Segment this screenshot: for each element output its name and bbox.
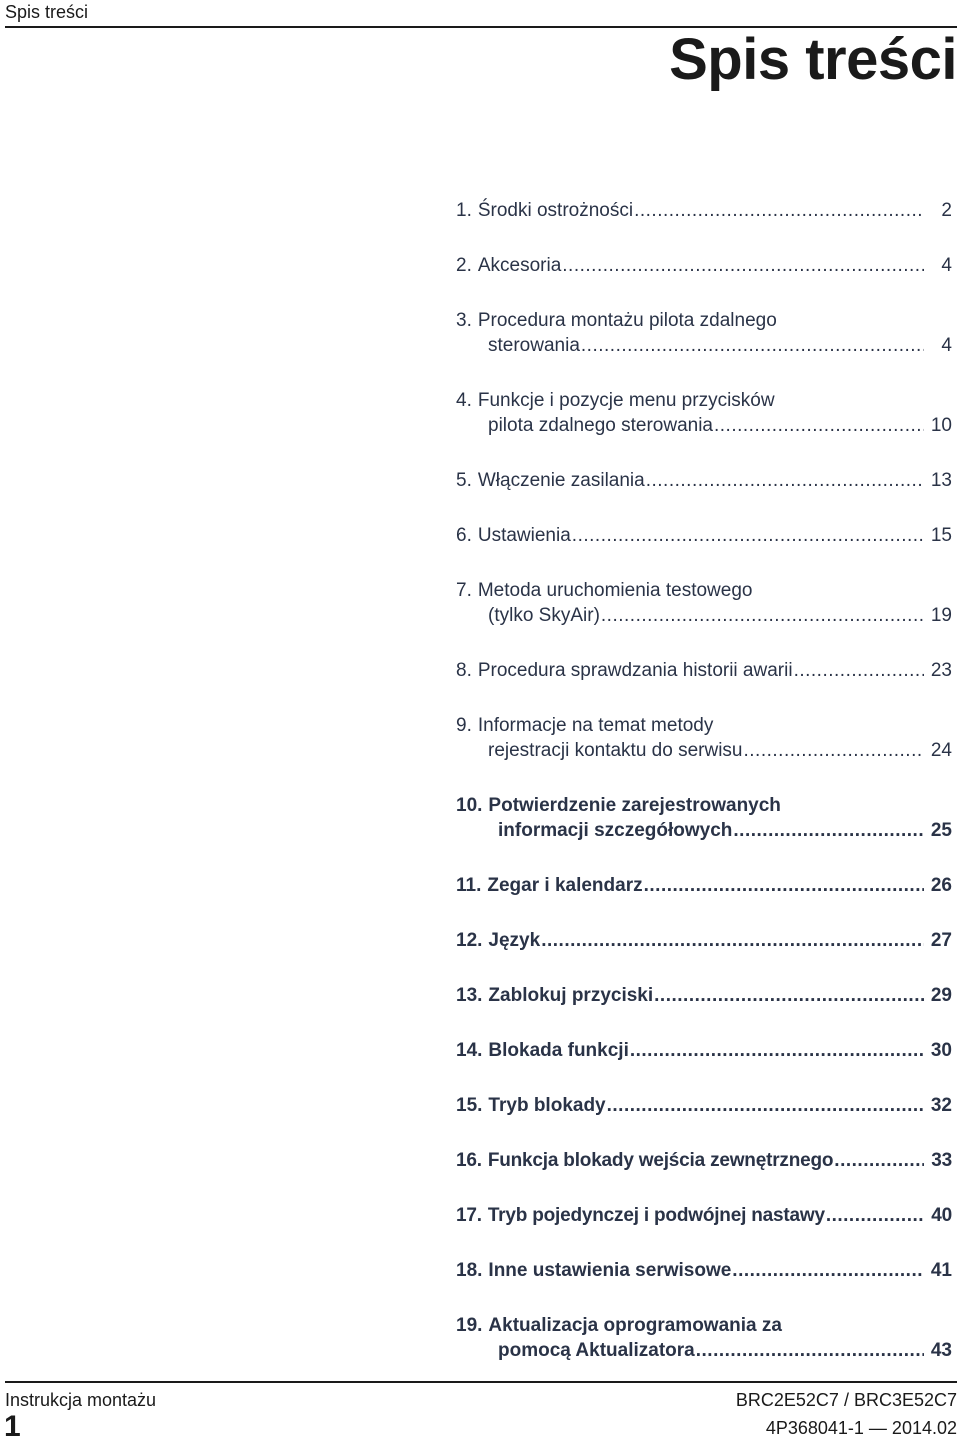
toc-entry-number: 3. [456, 310, 472, 331]
toc-entry-title: Procedura sprawdzania historii awarii [477, 660, 793, 681]
toc-entry-title-continued: rejestracji kontaktu do serwisu [488, 740, 743, 761]
dot-leader [572, 523, 924, 548]
toc-page-number: 23 [930, 660, 952, 681]
page-title: Spis treści [669, 27, 957, 92]
toc-page-number: 10 [930, 415, 952, 436]
toc-entry-title-continued: (tylko SkyAir) [488, 605, 600, 626]
toc-page-number: 13 [930, 470, 952, 491]
toc-entry-number: 5. [456, 470, 472, 491]
toc-entry-number: 14. [456, 1040, 483, 1061]
toc-entry[interactable] [456, 388, 952, 438]
toc-entry[interactable] [456, 793, 952, 843]
dot-leader [562, 253, 924, 278]
toc-page-number: 43 [930, 1340, 952, 1361]
dot-leader [733, 818, 924, 843]
toc-entry-title-continued: pomocą Aktualizatora [498, 1340, 695, 1361]
toc-entry[interactable] [456, 198, 952, 223]
toc-entry-number: 8. [456, 660, 472, 681]
toc-entry[interactable] [456, 523, 952, 548]
toc-entry[interactable] [456, 1203, 952, 1228]
toc-entry[interactable] [456, 308, 952, 358]
toc-entry-title: Zegar i kalendarz [487, 875, 643, 896]
toc-entry[interactable] [456, 928, 952, 953]
footer-divider [5, 1381, 957, 1383]
dot-leader [601, 603, 924, 628]
footer-document-code: 4P368041-1 — 2014.02 [765, 1418, 957, 1438]
toc-entry-number: 15. [456, 1095, 483, 1116]
footer-page-number: 1 [4, 1410, 21, 1443]
toc-entry-title: Tryb blokady [488, 1095, 606, 1116]
toc-page-number: 30 [930, 1040, 952, 1061]
toc-entry-title: Środki ostrożności [477, 200, 634, 221]
toc-entry-number: 2. [456, 255, 472, 276]
toc-entry-number: 18. [456, 1260, 483, 1281]
toc-entry-title: Tryb pojedynczej i podwójnej nastawy [487, 1205, 825, 1226]
toc-page-number: 19 [930, 605, 952, 626]
footer-model-codes: BRC2E52C7 / BRC3E52C7 [735, 1390, 957, 1410]
toc-entry-number: 17. [456, 1205, 482, 1226]
toc-page-number: 41 [930, 1260, 952, 1281]
toc-entry-title: Procedura montażu pilota zdalnego [477, 310, 777, 331]
toc-entry-title: Akcesoria [477, 255, 562, 276]
toc-entry[interactable] [456, 1313, 952, 1363]
toc-page-number: 29 [930, 985, 952, 1006]
toc-page-number: 4 [941, 255, 952, 276]
toc-entry-title: Potwierdzenie zarejestrowanych [488, 795, 781, 816]
toc-entry-title: Metoda uruchomienia testowego [477, 580, 753, 601]
toc-entry[interactable] [456, 1258, 952, 1283]
toc-page-number: 15 [930, 525, 952, 546]
toc-page-number: 26 [930, 875, 952, 896]
toc-entry[interactable] [456, 713, 952, 763]
toc-entry-title: Informacje na temat metody [477, 715, 714, 736]
toc-entry-title: Język [488, 930, 541, 951]
dot-leader [744, 738, 925, 763]
toc-entry[interactable] [456, 873, 952, 898]
toc-entry[interactable] [456, 1038, 952, 1063]
dot-leader [581, 333, 924, 358]
toc-entry-number: 7. [456, 580, 472, 601]
toc-page-number: 2 [941, 200, 952, 221]
toc-entry-title: Funkcje i pozycje menu przycisków [477, 390, 775, 411]
toc-page-number: 25 [930, 820, 952, 841]
toc-entry[interactable] [456, 253, 952, 278]
dot-leader [644, 873, 924, 898]
toc-page-number: 32 [930, 1095, 952, 1116]
toc-entry-title: Funkcja blokady wejścia zewnętrznego [487, 1150, 834, 1171]
toc-entry-number: 13. [456, 985, 483, 1006]
toc-entry[interactable] [456, 983, 952, 1008]
toc-entry-title: Zablokuj przyciski [488, 985, 654, 1006]
table-of-contents [456, 198, 952, 1393]
toc-page-number: 27 [930, 930, 952, 951]
toc-entry[interactable] [456, 468, 952, 493]
dot-leader [630, 1038, 924, 1063]
toc-entry-number: 11. [456, 875, 482, 896]
dot-leader [732, 1258, 924, 1283]
toc-entry[interactable] [456, 1093, 952, 1118]
toc-entry-title-continued: informacji szczegółowych [498, 820, 733, 841]
toc-entry-number: 12. [456, 930, 483, 951]
running-header: Spis treści [5, 2, 89, 22]
toc-page-number: 4 [941, 335, 952, 356]
dot-leader [794, 658, 924, 683]
toc-entry-number: 1. [456, 200, 472, 221]
toc-entry-title: Inne ustawienia serwisowe [488, 1260, 732, 1281]
toc-entry[interactable] [456, 658, 952, 683]
toc-entry-title: Aktualizacja oprogramowania za [488, 1315, 782, 1336]
dot-leader [646, 468, 924, 493]
toc-page-number: 40 [931, 1205, 952, 1226]
footer-manual-label: Instrukcja montażu [5, 1390, 157, 1410]
toc-entry[interactable] [456, 578, 952, 628]
toc-entry-number: 4. [456, 390, 472, 411]
toc-entry-title: Ustawienia [477, 525, 571, 546]
dot-leader [654, 983, 924, 1008]
toc-entry-number: 6. [456, 525, 472, 546]
toc-entry-number: 10. [456, 795, 483, 816]
toc-entry-title: Blokada funkcji [488, 1040, 629, 1061]
dot-leader [634, 198, 924, 223]
toc-entry-title: Włączenie zasilania [477, 470, 645, 491]
dot-leader [714, 413, 924, 438]
toc-page-number: 33 [931, 1150, 952, 1171]
toc-entry-number: 16. [456, 1150, 482, 1171]
toc-entry-number: 9. [456, 715, 472, 736]
toc-entry[interactable] [456, 1148, 952, 1173]
toc-entry-title-continued: pilota zdalnego sterowania [488, 415, 713, 436]
dot-leader [607, 1093, 924, 1118]
dot-leader [834, 1148, 924, 1173]
toc-entry-title-continued: sterowania [488, 335, 580, 356]
dot-leader [541, 928, 924, 953]
dot-leader [696, 1338, 924, 1363]
dot-leader [826, 1203, 924, 1228]
toc-entry-number: 19. [456, 1315, 483, 1336]
toc-page-number: 24 [930, 740, 952, 761]
